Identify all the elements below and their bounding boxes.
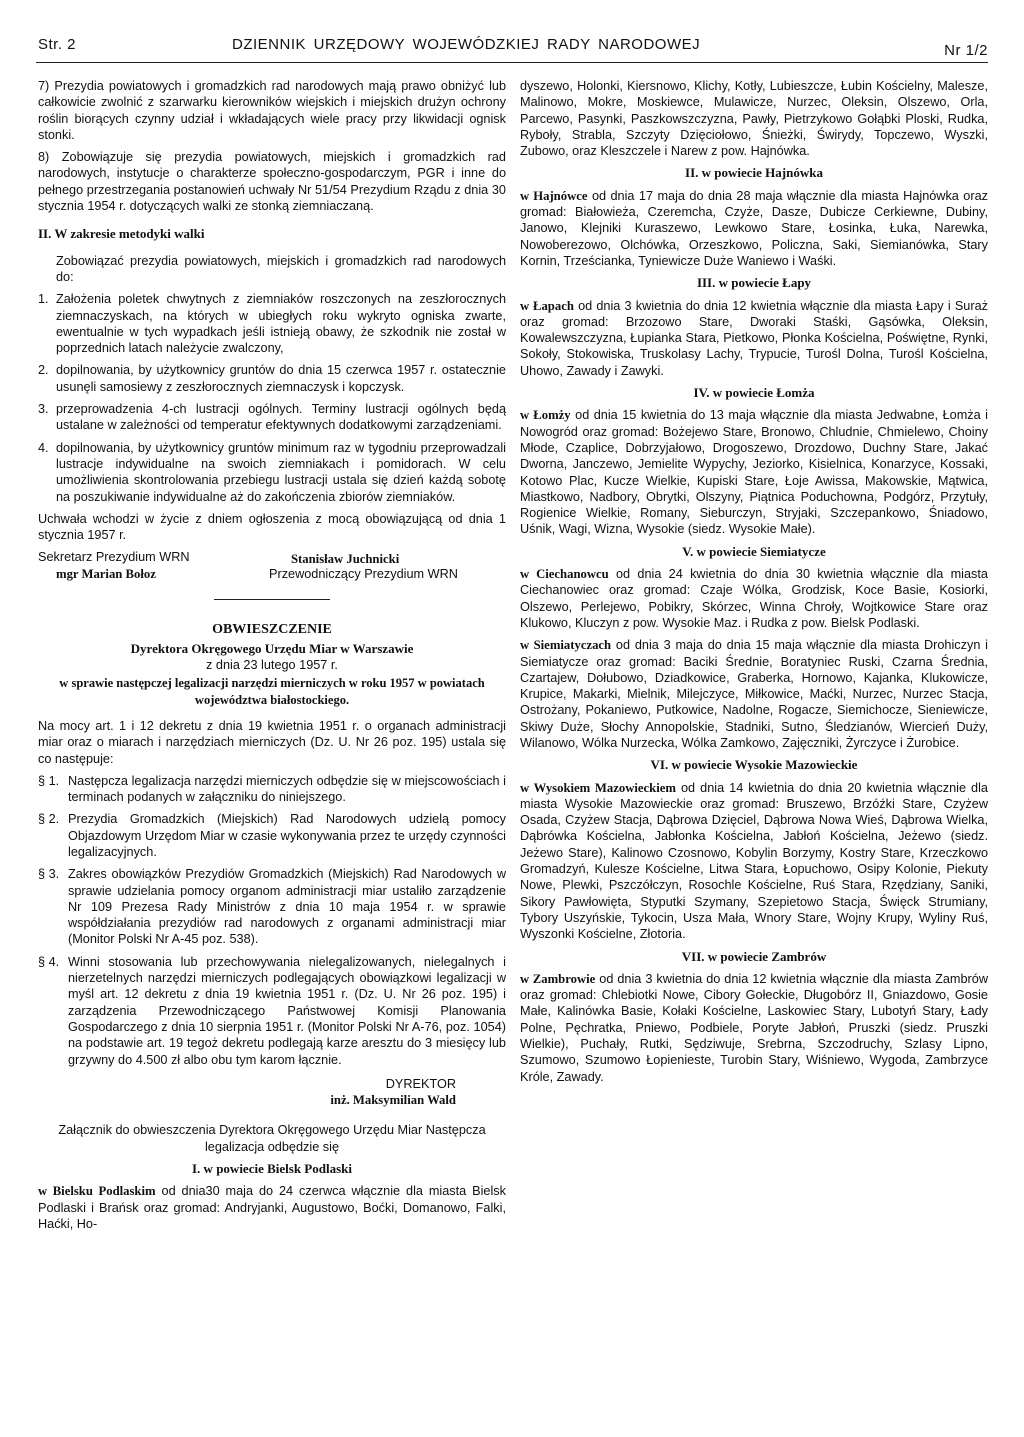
secretary-title: Sekretarz Prezydium WRN — [38, 550, 190, 565]
issue-number: Nr 1/2 — [944, 42, 988, 59]
siemiatycze-paragraph: w Siemiatyczach od dnia 3 maja do dnia 15 maja włącznie dla miasta Drohiczyn i Siemiatycze oraz gromad: Baciki Średnie, Boratyniec Ruski, Czarna Średnia, Czartajew, Dołubowo, Dziadkowice, Graberka, Hornowo, Kajanka, Klukowicze, Krupice, Makarki, Mielnik, Milejczyce, Miłkowice, Maćki, Nurzec, Nurzec Stacja, Ostrożany, Pokaniewo, Putkowice, Nadolne, Rogacze, Siemichocze, Sieniewicze, Skiwy Duże, Słochy Annopolskie, Stadniki, Sutno, Śledzianów, Wiercień Duży, Wilanowo, Wólka Nurzecka, Wólka Zamkowo, Zajęczniki, Żyrczyce i Żurobice. — [520, 638, 988, 750]
zambrow-paragraph: w Zambrowie od dnia 3 kwietnia do dnia 12 kwietnia włącznie dla miasta Zambrów oraz gromad: Chlebiotki Nowe, Cibory Gołeckie, Długobórz II, Gniazdowo, Gosie Małe, Kalinówka Basie, Kołaki Kościelne, Laskowiec Stary, Lubotyń Stary, Łady Polne, Pęchratka, Pniewo, Podbiele, Poryte Jabłoń, Pruszki (siedz. Pruszki Wielkie), Puchały, Rutki, Sędziwuje, Srebrna, Szczodruchy, Szlasy Lipno, Szumowo, Szumowo Łopienieste, Turobin Stary, Wiśniewo, Wygoda, Zambrzyce Króle, Zawady. — [520, 971, 988, 1084]
director-title: DYREKTOR — [385, 1076, 456, 1091]
right-column — [520, 78, 988, 1091]
section-V-heading: V. w powiecie Siemiatycze — [682, 543, 826, 559]
director-name: inż. Maksymilian Wald — [330, 1093, 456, 1108]
resolution-item-8: 8) Zobowiązuje się prezydia powiatowych, miejskich i gromadzkich rad narodowych, instytucje o charakterze społeczno-gospodarczym, PGR i inne do pełnego przestrzegania postanowień uchwały Nr 51/54 Prezydium Rządu z dnia 30 stycznia 1954 r. dotyczących walki ze stonką ziemniaczaną. — [38, 150, 506, 214]
announcement-title: OBWIESZCZENIE — [212, 622, 332, 638]
resolution-item-7: 7) Prezydia powiatowych i gromadzkich rad narodowych mają prawo obniżyć lub całkowicie zwolnić z szarwarku kierowników wiejskich i miejskich drużyn ochrony roślin biorących czynny udział i wkładających wiele pracy przy likwidacji ognisk stonki. — [38, 79, 506, 142]
page-number: Str. 2 — [38, 36, 77, 53]
paragraph-1: § 1. Następcza legalizacja narzędzi mierniczych odbędzie się w miejscowościach i terminach podanych w załączniku do niniejszego. — [38, 773, 506, 805]
section-2-intro: Zobowiązać prezydia powiatowych, miejskich i gromadzkich rad narodowych do: — [56, 253, 506, 284]
attachment-title: Załącznik do obwieszczenia Dyrektora Okręgowego Urzędu Miar Następcza legalizacja odbędzie się — [58, 1123, 486, 1154]
page-header — [36, 30, 988, 66]
announcement-intro: Na mocy art. 1 i 12 dekretu z dnia 19 kwietnia 1951 r. o organach administracji miar oraz o miarach i narzędziach mierniczych (Dz. U. Nr 26 poz. 195) ustala się co następuje: — [38, 718, 506, 766]
paragraph-3: § 3. Zakres obowiązków Prezydiów Gromadzkich (Miejskich) Rad Narodowych w sprawie udzielania pomocy organom administracji miar ustaliło zarządzenie Nr 109 Prezesa Rady Ministrów z dnia 10 maja 1954 r. w sprawie współdziałania prezydiów rad narodowych z organami administracji miar (Monitor Polski Nr A-45 poz. 538). — [38, 867, 506, 947]
ciechanowiec-paragraph: w Ciechanowcu od dnia 24 kwietnia do dnia 30 kwietnia włącznie dla miasta Ciechanowiec oraz gromad: Czaje Wólka, Grodzisk, Koce Basie, Kosiorki, Olszewo, Perlejewo, Pobikry, Skórzec, Winna Chroły, Wojtkowice Stare oraz Klukowo, Kluczyn z pow. Wysokie Maz. i Rudka z pow. Bielsk Podlaski. — [520, 567, 988, 630]
section-2-heading: II. W zakresie metodyki walki — [38, 226, 205, 242]
section-divider — [214, 599, 330, 600]
left-column — [38, 78, 506, 1238]
announcement-issuer: Dyrektora Okręgowego Urzędu Miar w Warszawie — [130, 640, 414, 656]
method-item-4: 4. dopilnowania, by użytkownicy gruntów minimum raz w tygodniu przeprowadzali lustracje indywidualne na swoich ziemniakach i pomidorach. W celu umożliwienia skontrolowania przebiegu lustracji ustala się dzień każdą sobotę na poszukiwanie indywidualne aż do zakończenia zbiorów ziemniaków. — [38, 440, 506, 504]
section-IV-heading: IV. w powiecie Łomża — [693, 385, 815, 401]
bielsk-paragraph: w Bielsku Podlaskim od dnia30 maja do 24 czerwca włącznie dla miasta Bielsk Podlaski i Brańsk oraz gromad: Andryjanki, Augustowo, Boćki, Domanowo, Falki, Haćki, Ho- — [38, 1184, 506, 1231]
section-III-heading: III. w powiecie Łapy — [696, 275, 812, 291]
section-I-heading: I. w powiecie Bielsk Podlaski — [192, 1161, 352, 1177]
paragraph-2: § 2. Prezydia Gromadzkich (Miejskich) Rad Narodowych udzielą pomocy Objazdowym Urzędom Miar w czasie wykonywania przez te urzędy czynności legalizacyjnych. — [38, 812, 506, 859]
lomza-paragraph: w Łomży od dnia 15 kwietnia do 13 maja włącznie dla miasta Jedwabne, Łomża i Nowogród oraz gromad: Bożejewo Stare, Bronowo, Chludnie, Chmielewo, Choiny Młode, Czaplice, Dobrzyjałowo, Drogoszewo, Drozdowo, Duchny Stare, Jakać Dworna, Janczewo, Jemielite Wypychy, Jeziorko, Kisielnica, Konarzyce, Kossaki, Kotowo Plac, Kucze Wielkie, Kupiski Stare, Łoje Awissa, Makowskie, Mątwica, Miastkowo, Nadbory, Obrytki, Olszyny, Piątnica Poduchowna, Podgórz, Przytuły, Rogienice Wielkie, Romany, Sieburczyn, Stryjaki, Szczepankowo, Śniadowo, Uśnik, Wagi, Wizna, Wysokie (siedz. Wysokie Małe). — [520, 408, 989, 537]
signatures — [38, 549, 506, 583]
secretary-name: mgr Marian Bołoz — [56, 567, 156, 582]
header-rule — [36, 62, 988, 63]
director-signature — [38, 1076, 506, 1109]
method-item-2: 2. dopilnowania, by użytkownicy gruntów do dnia 15 czerwca 1957 r. ostatecznie usunęli samosiewy z zeszłorocznych ziemnaczysk i kopczysk. — [38, 363, 506, 394]
wysokie-paragraph: w Wysokiem Mazowieckiem od dnia 14 kwietnia do dnia 20 kwietnia włącznie dla miasta Wysokie Mazowieckie oraz gromad: Bruszewo, Brzóźki Stare, Czyżew Osada, Czyżew Stacja, Dąbrowa Dzięciel, Dąbrowa Nowa Wieś, Dąbrowa Wielka, Dąbrówka Kościelna, Jabłonka Kościelna, Jabłoń Kościelna, Jeżewo (siedz. Jeżewo Stare), Kalinowo Czosnowo, Kobylin Borzymy, Kostry Stare, Krzeczkowo Gromadzyń, Kulesze Kościelne, Litwa Stara, Łopuchowo, Osipy Kolonie, Piekuty Nowe, Plewki, Pszczółczyn, Rosochle Kościelne, Ruś Stara, Rzędziany, Saniki, Sikory Pawłowięta, Styputki Szymany, Szepietowo Stacja, Święck Strumiany, Tybory Uszyńskie, Tykocin, Usza Mała, Wnory Stare, Wojny Krupy, Wyliny Ruś, Wyszonki Kościelne, Złotoria. — [520, 780, 988, 942]
method-item-3: 3. przeprowadzenia 4-ch lustracji ogólnych. Terminy lustracji ogólnych będą ustalane w zależności od temperatur efektywnych dodatkowymi zarządzeniami. — [38, 402, 506, 433]
bielsk-continued: dyszewo, Holonki, Kiersnowo, Klichy, Kotły, Lubieszcze, Łubin Kościelny, Malesze, Malinowo, Mokre, Moskiewce, Mulawicze, Nurzec, Oleksin, Olszewo, Orla, Parcewo, Pasynki, Paszkowszczyzna, Pawły, Pietrzykowo Gołąbki Ploski, Rudka, Ryboły, Strabla, Szczyty Dzięciołowo, Śnieżki, Świrydy, Topczewo, Wyszki, Zubowo, oraz Kleszczele i Narew z pow. Hajnówka. — [520, 79, 988, 159]
hajnowka-paragraph: w Hajnówce od dnia 17 maja do dnia 28 maja włącznie dla miasta Hajnówka oraz gromad: Białowieża, Czeremcha, Czyże, Dasze, Dubicze Cerkiewne, Dubiny, Janowo, Klejniki Kuraszewo, Lewkowo Stare, Łosinka, Łuka, Narewka, Nowoberezowo, Olchówka, Orzeszkowo, Policzna, Saki, Siemianówka, Stary Kornin, Trześcianka, Tyniewicze Duże Waniewo i Waśki. — [520, 188, 988, 268]
announcement-subject: w sprawie następczej legalizacji narzędzi mierniczych w roku 1957 w powiatach województwa białostockiego. — [59, 676, 485, 707]
section-VI-heading: VI. w powiecie Wysokie Mazowieckie — [650, 757, 858, 773]
paragraph-4: § 4. Winni stosowania lub przechowywania nielegalizowanych, nielegalnych i nierzetelnych narzędzi mierniczych podlegających obowiązkowi legalizacji w myśl art. 12 dekretu z dnia 19 kwietnia 1951 r. (Dz. U. Nr 26 poz. 195) i zarządzenia Przewodniczącego Państwowej Komisji Planowania Gospodarczego z dnia 10 sierpnia 1951 r. (Monitor Polski Nr A-76, poz. 1054) na podstawie art. 19 tegoż dekretu podlegają karze aresztu do 3 miesięcy lub grzywny do 4.500 zł albo obu tym karom łącznie. — [38, 954, 506, 1067]
section-II-heading: II. w powiecie Hajnówka — [685, 165, 823, 181]
lapy-paragraph: w Łapach od dnia 3 kwietnia do dnia 12 kwietnia włącznie dla miasta Łapy i Suraż oraz gromad: Brzozowo Stare, Dworaki Staśki, Gąsówka, Oleksin, Kowalewszczyzna, Łupianka Stara, Pietkowo, Płonka Kościelna, Poświętne, Rynki, Sokoły, Stokowiska, Truskolasy Lachy, Trypucie, Turośl Dolna, Turośl Kościelna, Uhowo, Zawady i Zawyki. — [520, 298, 988, 378]
chairman-name: Stanisław Juchnicki — [291, 552, 400, 567]
method-item-1: 1. Założenia poletek chwytnych z ziemniaków roszczonych na zeszłorocznych ziemnaczyskach, na których w ubiegłych roku wykryto ogniska zwarte, ewentualnie w tych wypadkach jeśli istnieją obawy, że szkodnik nie został w poprzednich latach należycie zwalczony, — [38, 292, 506, 356]
announcement-date: z dnia 23 lutego 1957 r. — [206, 658, 338, 673]
section-VII-heading: VII. w powiecie Zambrów — [681, 948, 827, 964]
journal-title: DZIENNIK URZĘDOWY WOJEWÓDZKIEJ RADY NARODOWEJ — [232, 36, 701, 53]
chairman-title: Przewodniczący Prezydium WRN — [269, 567, 458, 582]
resolution-closing: Uchwała wchodzi w życie z dniem ogłoszenia z mocą obowiązującą od dnia 1 stycznia 1957 r. — [38, 511, 506, 543]
